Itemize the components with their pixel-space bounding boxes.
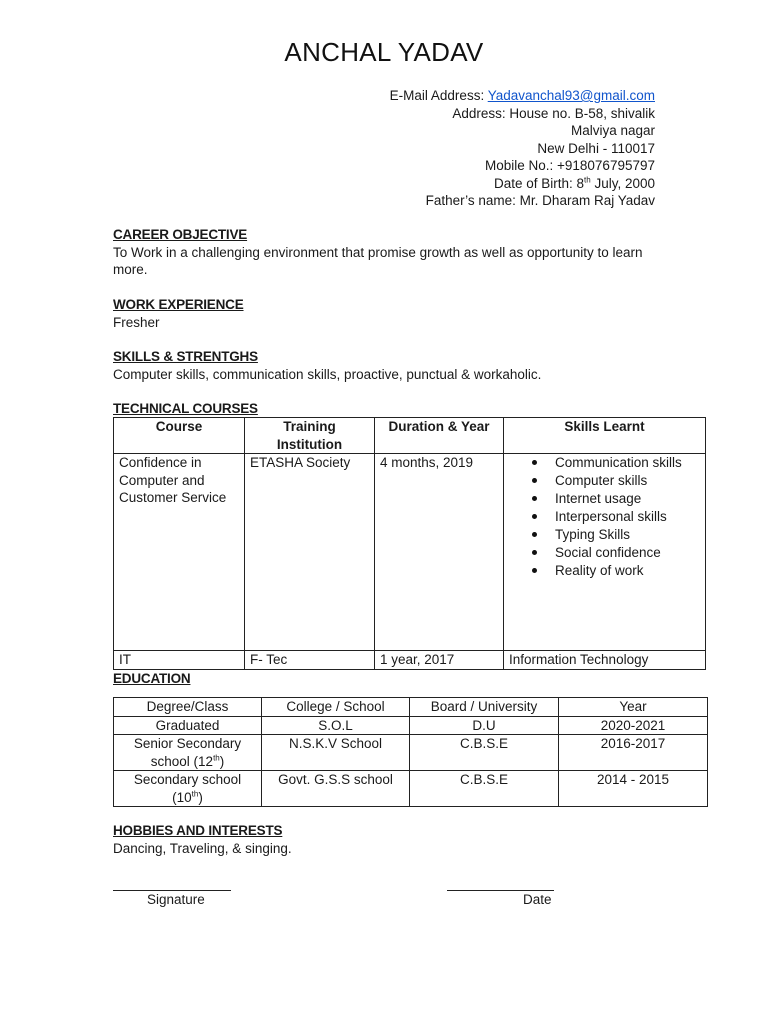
table-header-row: [114, 698, 708, 717]
work-experience-section: [113, 296, 658, 331]
career-objective-heading: CAREER OBJECTIVE: [113, 227, 248, 242]
hobbies-heading: HOBBIES AND INTERESTS: [113, 823, 283, 838]
education-table: [113, 697, 708, 807]
education-section: [113, 670, 658, 688]
technical-courses-table: [113, 417, 706, 670]
email-link[interactable]: Yadavanchal93@gmail.com: [487, 88, 655, 103]
dob-prefix: Date of Birth: 8: [493, 175, 585, 191]
list-item: Communication skills: [509, 454, 700, 472]
skills-heading: SKILLS & STRENTGHS: [113, 349, 258, 364]
skills-list: [509, 454, 700, 580]
column-header: Course: [114, 418, 245, 454]
degree-cell: Graduated: [114, 716, 262, 735]
skills-text: Computer skills, communication skills, proactive, punctual & workaholic.: [113, 366, 542, 382]
degree-text: (10: [172, 789, 192, 805]
degree-sup: th: [213, 753, 220, 762]
column-header: Year: [559, 698, 708, 717]
column-header: Board / University: [410, 698, 559, 717]
duration-cell: 1 year, 2017: [375, 651, 504, 670]
table-row: [114, 771, 708, 807]
list-item: Social confidence: [509, 544, 700, 562]
board-cell: C.B.S.E: [410, 735, 559, 771]
table-row: [114, 716, 708, 735]
column-header: Degree/Class: [114, 698, 262, 717]
hobbies-text: Dancing, Traveling, & singing.: [113, 840, 292, 856]
skills-section: [113, 348, 673, 383]
year-cell: 2014 - 2015: [559, 771, 708, 807]
email-label: E-Mail Address:: [389, 88, 488, 103]
dob-line: [195, 175, 655, 193]
table-header-row: [114, 418, 706, 454]
degree-line: Secondary school: [133, 772, 242, 787]
column-header: Skills Learnt: [504, 418, 706, 454]
hobbies-section: [113, 822, 658, 857]
email-line: [195, 87, 655, 105]
degree-line: [119, 789, 256, 807]
degree-close: ): [198, 789, 203, 805]
year-cell: 2020-2021: [559, 716, 708, 735]
year-cell: 2016-2017: [559, 735, 708, 771]
degree-close: ): [219, 753, 225, 769]
list-item: Computer skills: [509, 472, 700, 490]
education-heading: EDUCATION: [113, 671, 191, 686]
list-item: Reality of work: [509, 562, 700, 580]
technical-courses-heading: TECHNICAL COURSES: [113, 401, 258, 416]
signature-line: [113, 874, 231, 891]
institution-cell: F- Tec: [245, 651, 375, 670]
degree-line: Senior Secondary: [133, 736, 242, 751]
board-cell: C.B.S.E: [410, 771, 559, 807]
duration-cell: 4 months, 2019: [375, 454, 504, 651]
column-header: College / School: [262, 698, 410, 717]
degree-cell: [114, 735, 262, 771]
address-line-3: New Delhi - 110017: [537, 140, 655, 156]
career-objective-text: To Work in a challenging environment that promise growth as well as opportunity to learn more.: [113, 244, 643, 277]
dob-suffix: July, 2000: [590, 175, 655, 191]
table-row: [114, 651, 706, 670]
address-line-2: Malviya nagar: [570, 123, 655, 138]
technical-courses-section: [113, 400, 658, 418]
mobile-line: Mobile No.: +918076795797: [484, 158, 655, 173]
father-line: Father’s name: Mr. Dharam Raj Yadav: [425, 193, 655, 208]
college-cell: Govt. G.S.S school: [262, 771, 410, 807]
skills-cell: Information Technology: [504, 651, 706, 670]
candidate-name: ANCHAL YADAV: [284, 37, 484, 67]
work-experience-text: Fresher: [113, 314, 160, 330]
column-header: Training Institution: [245, 418, 375, 454]
signature-label: Signature: [147, 892, 205, 907]
column-header: Duration & Year: [375, 418, 504, 454]
list-item: Typing Skills: [509, 526, 700, 544]
degree-line: [119, 753, 256, 771]
table-row: [114, 735, 708, 771]
course-cell: IT: [114, 651, 245, 670]
degree-text: school (12: [150, 753, 214, 769]
address-line-1: Address: House no. B-58, shivalik: [452, 105, 655, 121]
list-item: Interpersonal skills: [509, 508, 700, 526]
table-row: [114, 454, 706, 651]
college-cell: S.O.L: [262, 716, 410, 735]
degree-sup: th: [191, 789, 199, 798]
date-line: [447, 874, 554, 891]
date-label: Date: [523, 892, 552, 907]
institution-cell: ETASHA Society: [245, 454, 375, 651]
college-cell: N.S.K.V School: [262, 735, 410, 771]
course-cell: Confidence in Computer and Customer Service: [114, 454, 245, 651]
work-experience-heading: WORK EXPERIENCE: [113, 297, 244, 312]
career-objective-section: [113, 226, 653, 279]
degree-cell: [114, 771, 262, 807]
list-item: Internet usage: [509, 490, 700, 508]
dob-sup: th: [584, 175, 591, 184]
skills-cell: [504, 454, 706, 651]
contact-block: [195, 87, 655, 210]
board-cell: D.U: [410, 716, 559, 735]
